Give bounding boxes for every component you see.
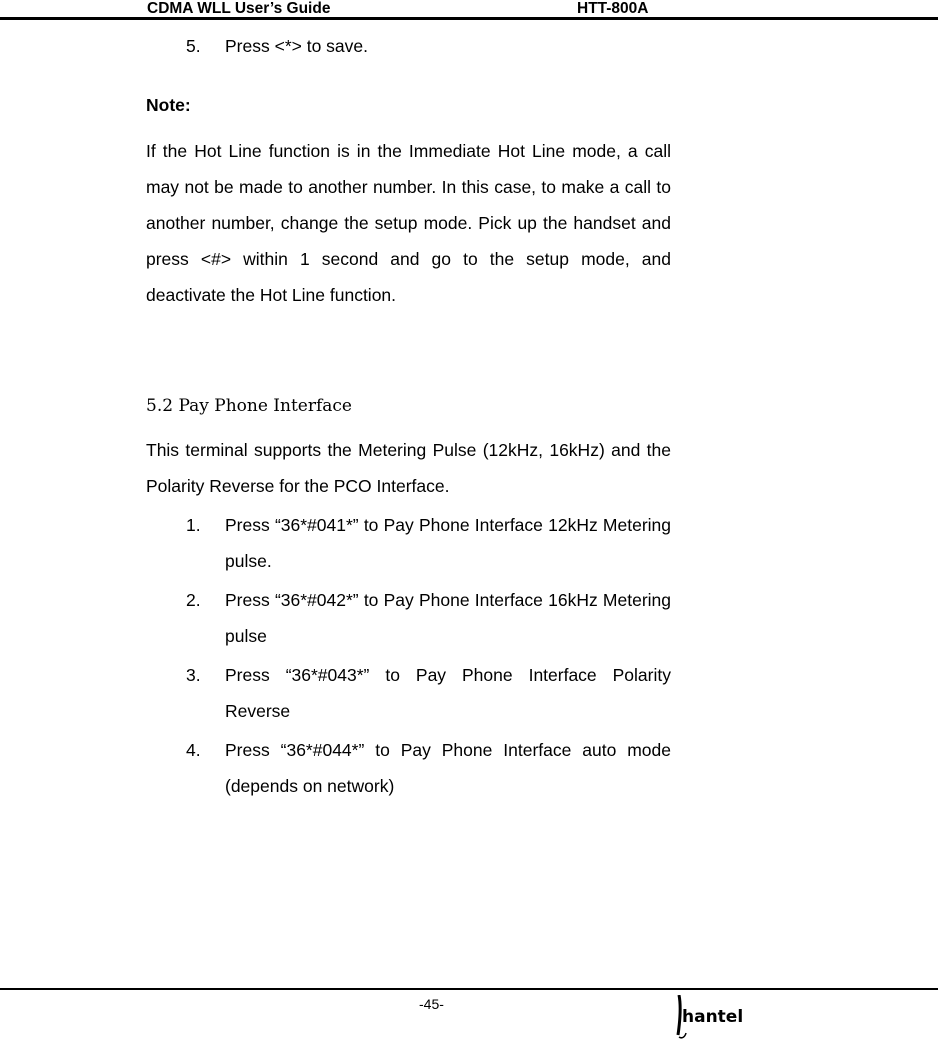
list-item-text: Press “36*#042*” to Pay Phone Interface 16kHz Metering pulse: [225, 590, 671, 646]
note-body: If the Hot Line function is in the Immediate Hot Line mode, a call may not be made to another number. In this case, to make a call to another number, change the setup mode. Pick up the handset and press <#> within 1 second and go to the setup mode, and deactivate the Hot Line function.: [146, 141, 671, 305]
list-item: [186, 582, 671, 654]
header-model-number: HTT-800A: [577, 0, 649, 17]
list-item-number: 3.: [186, 665, 201, 685]
step-text: Press <*> to save.: [225, 36, 368, 56]
step-number: 5.: [186, 36, 201, 56]
section-heading: 5.2 Pay Phone Interface: [146, 396, 352, 416]
list-item-text: Press “36*#044*” to Pay Phone Interface auto mode (depends on network): [225, 740, 671, 796]
list-item: [186, 657, 671, 729]
hantel-logo: [676, 995, 746, 1041]
header-document-title: CDMA WLL User’s Guide: [147, 0, 331, 17]
footer-rule: [0, 988, 938, 990]
list-item-text: Press “36*#043*” to Pay Phone Interface Polarity Reverse: [225, 665, 671, 721]
list-item: [186, 507, 671, 579]
page-number: -45-: [419, 996, 444, 1012]
list-item-number: 1.: [186, 515, 201, 535]
list-item: [186, 732, 671, 804]
list-item-number: 4.: [186, 740, 201, 760]
list-item-number: 2.: [186, 590, 201, 610]
step-5: [186, 28, 671, 64]
section-intro: This terminal supports the Metering Pulse (12kHz, 16kHz) and the Polarity Reverse for the PCO Interface.: [146, 440, 671, 496]
note-title: Note:: [146, 95, 191, 115]
list-item-text: Press “36*#041*” to Pay Phone Interface 12kHz Metering pulse.: [225, 515, 671, 571]
header-rule: [0, 17, 938, 20]
logo-text: hantel: [682, 1007, 744, 1027]
